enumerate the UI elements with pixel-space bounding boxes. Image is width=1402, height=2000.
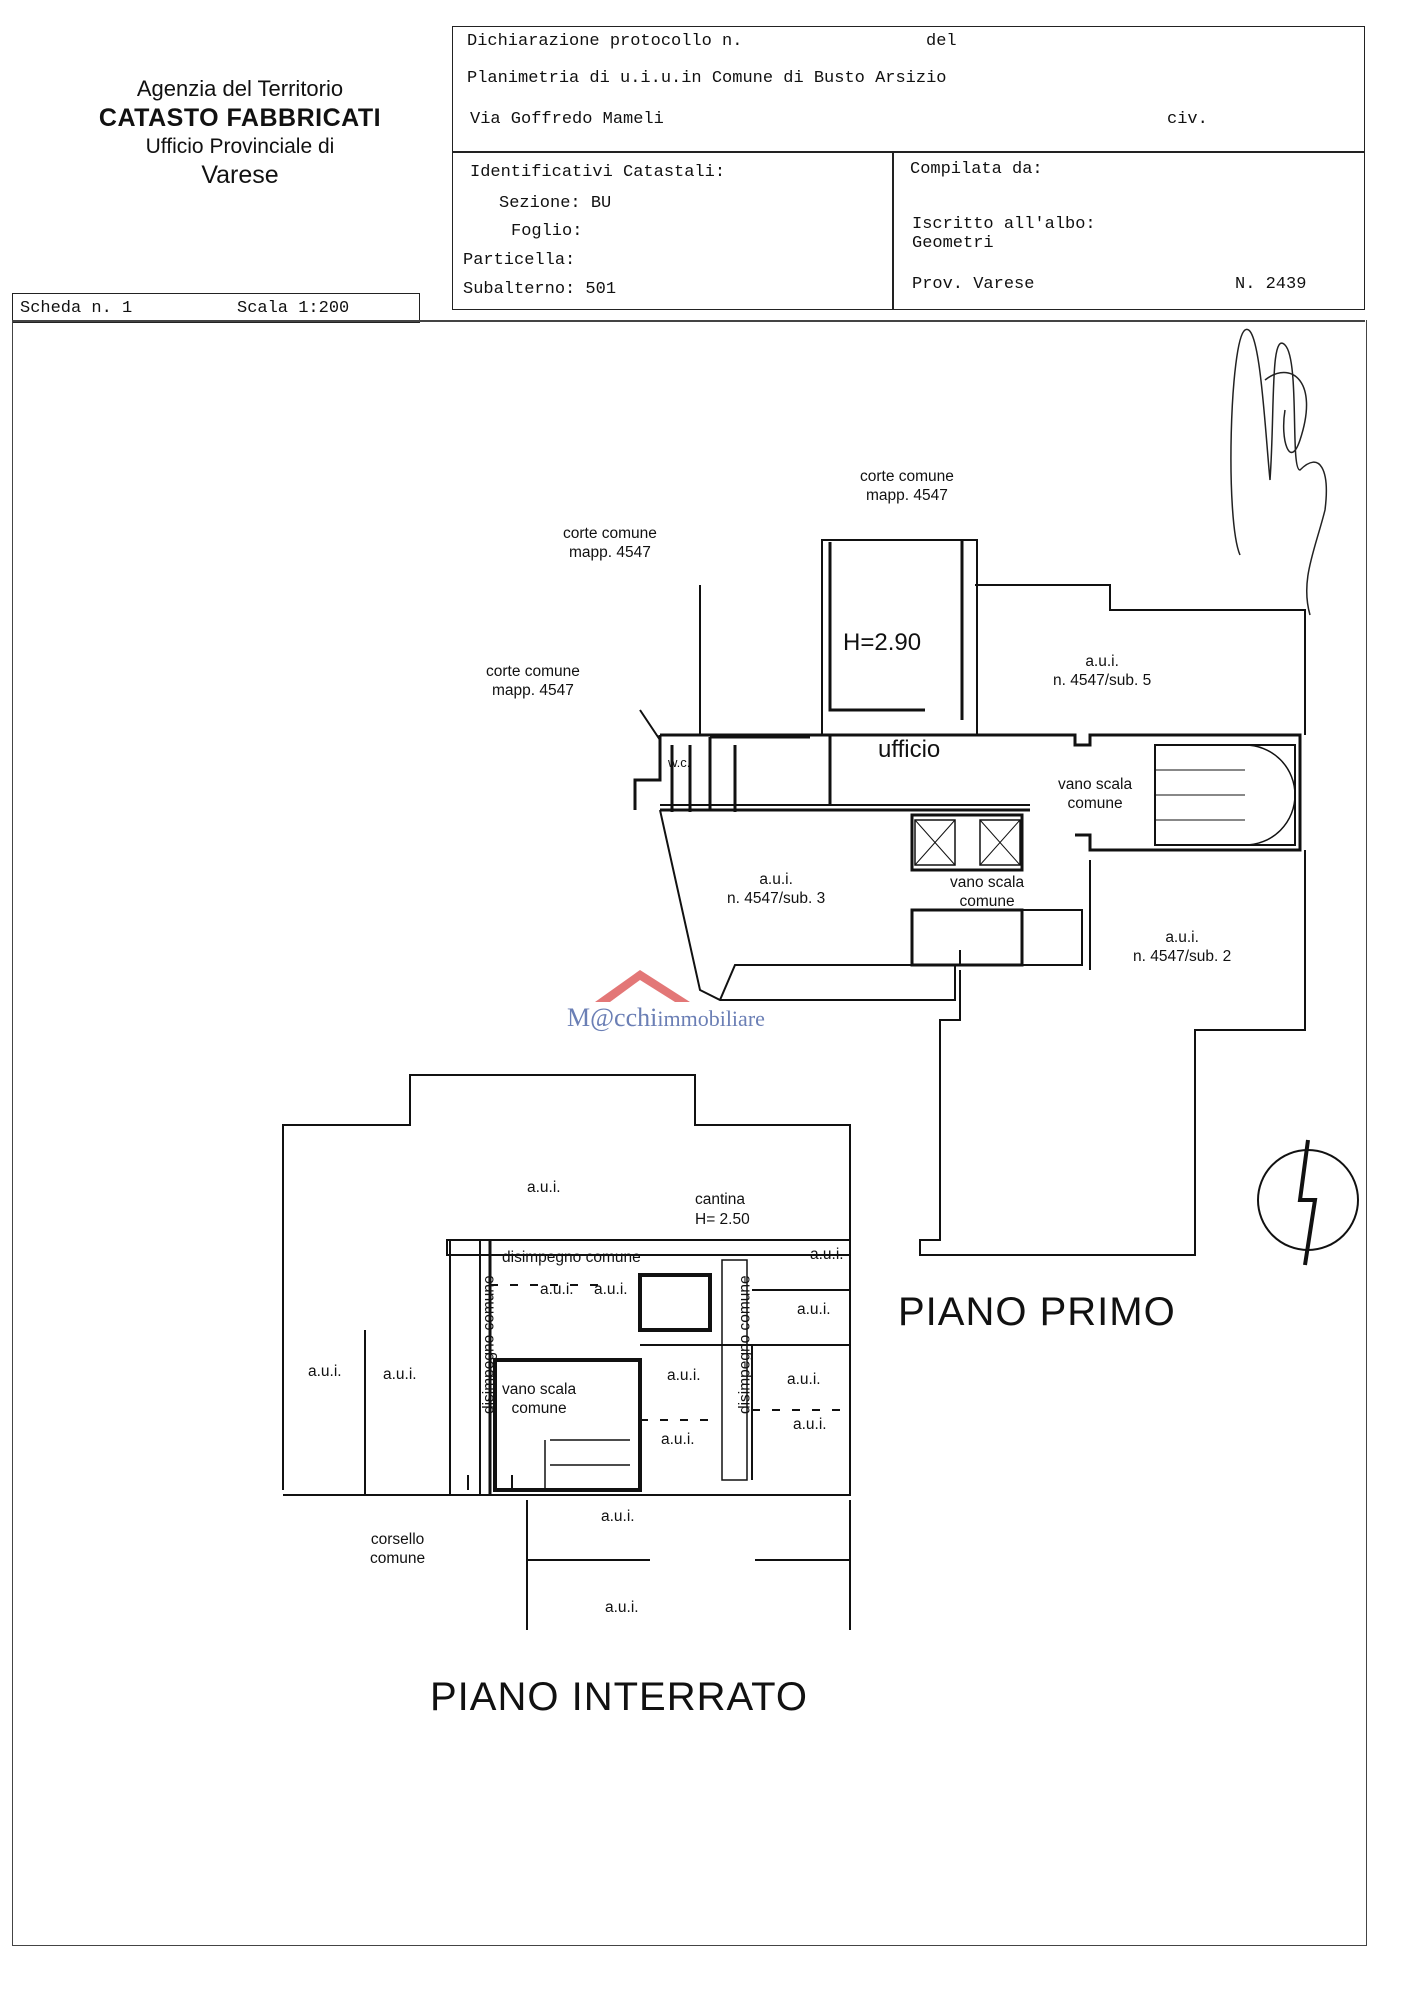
subalterno-field: Subalterno: 501 bbox=[463, 280, 617, 299]
aui-label: a.u.i. bbox=[527, 1179, 561, 1196]
corte-label-left: corte comune mapp. 4547 bbox=[563, 525, 657, 562]
floor-title-interrato: PIANO INTERRATO bbox=[430, 1675, 809, 1719]
aui-label: a.u.i. bbox=[540, 1281, 574, 1298]
agency-name: Agenzia del Territorio bbox=[136, 76, 344, 101]
unit-sub5: a.u.i. n. 4547/sub. 5 bbox=[1053, 653, 1152, 690]
registry-name: CATASTO FABBRICATI bbox=[98, 103, 382, 132]
unit-sub3: a.u.i. n. 4547/sub. 3 bbox=[727, 871, 826, 908]
aui-label: a.u.i. bbox=[810, 1246, 844, 1263]
scale: Scala 1:200 bbox=[237, 299, 350, 318]
iscritto-field: Iscritto all'albo: bbox=[912, 215, 1096, 234]
address-field: Via Goffredo Mameli bbox=[470, 110, 664, 129]
stairwell-primo-center: vano scala comune bbox=[950, 874, 1025, 911]
room-wc: w.c. bbox=[668, 755, 691, 770]
civic-field: civ. bbox=[1167, 110, 1208, 129]
piano-interrato-walls bbox=[283, 1075, 850, 1630]
floor-title-primo: PIANO PRIMO bbox=[898, 1290, 1176, 1334]
aui-label: a.u.i. bbox=[605, 1599, 639, 1616]
aui-label: a.u.i. bbox=[308, 1363, 342, 1380]
aui-label: a.u.i. bbox=[793, 1416, 827, 1433]
watermark-logo bbox=[595, 970, 690, 1002]
watermark-text: M@cchiimmobiliare bbox=[567, 1003, 765, 1032]
planimetria-field: Planimetria di u.i.u.in Comune di Busto Arsizio bbox=[467, 69, 947, 88]
scheda-number: Scheda n. 1 bbox=[20, 299, 133, 318]
room-height-primo: H=2.90 bbox=[843, 629, 922, 656]
aui-label: a.u.i. bbox=[594, 1281, 628, 1298]
aui-label: a.u.i. bbox=[787, 1371, 821, 1388]
province-name: Varese bbox=[201, 161, 279, 189]
aui-label: a.u.i. bbox=[601, 1508, 635, 1525]
protocol-field: Dichiarazione protocollo n. bbox=[467, 32, 743, 51]
sezione-field: Sezione: BU bbox=[499, 194, 612, 213]
aui-label: a.u.i. bbox=[667, 1367, 701, 1384]
aui-label: a.u.i. bbox=[661, 1431, 695, 1448]
stairwell-primo-right: vano scala comune bbox=[1058, 776, 1133, 813]
room-ufficio: ufficio bbox=[878, 736, 941, 763]
particella-field: Particella: bbox=[463, 251, 576, 270]
corte-label-side: corte comune mapp. 4547 bbox=[486, 663, 580, 700]
geometri-field: Geometri bbox=[912, 234, 994, 253]
corsello-label: corsello comune bbox=[370, 1531, 426, 1568]
compilata-field: Compilata da: bbox=[910, 160, 1043, 179]
north-arrow-icon bbox=[1258, 1140, 1358, 1265]
disimpegno-label-right: disimpegno comune bbox=[736, 1275, 754, 1415]
office-name: Ufficio Provinciale di bbox=[145, 134, 335, 158]
foglio-field: Foglio: bbox=[511, 222, 583, 241]
aui-label: a.u.i. bbox=[383, 1366, 417, 1383]
province-field: Prov. Varese bbox=[912, 275, 1035, 294]
unit-sub2: a.u.i. n. 4547/sub. 2 bbox=[1133, 929, 1232, 966]
signature bbox=[1231, 329, 1326, 615]
aui-label: a.u.i. bbox=[797, 1301, 831, 1318]
stairwell-interrato: vano scala comune bbox=[502, 1381, 577, 1418]
disimpegno-label-left: disimpegno comune bbox=[480, 1275, 498, 1415]
registration-number: N. 2439 bbox=[1235, 275, 1307, 294]
cantina-height: H= 2.50 bbox=[695, 1211, 750, 1228]
identificativi-label: Identificativi Catastali: bbox=[470, 163, 726, 182]
corte-label-top: corte comune mapp. 4547 bbox=[860, 468, 954, 505]
cantina-label: cantina bbox=[695, 1191, 745, 1208]
protocol-date-field: del bbox=[926, 32, 957, 51]
disimpegno-label-top: disimpegno comune bbox=[502, 1249, 641, 1266]
